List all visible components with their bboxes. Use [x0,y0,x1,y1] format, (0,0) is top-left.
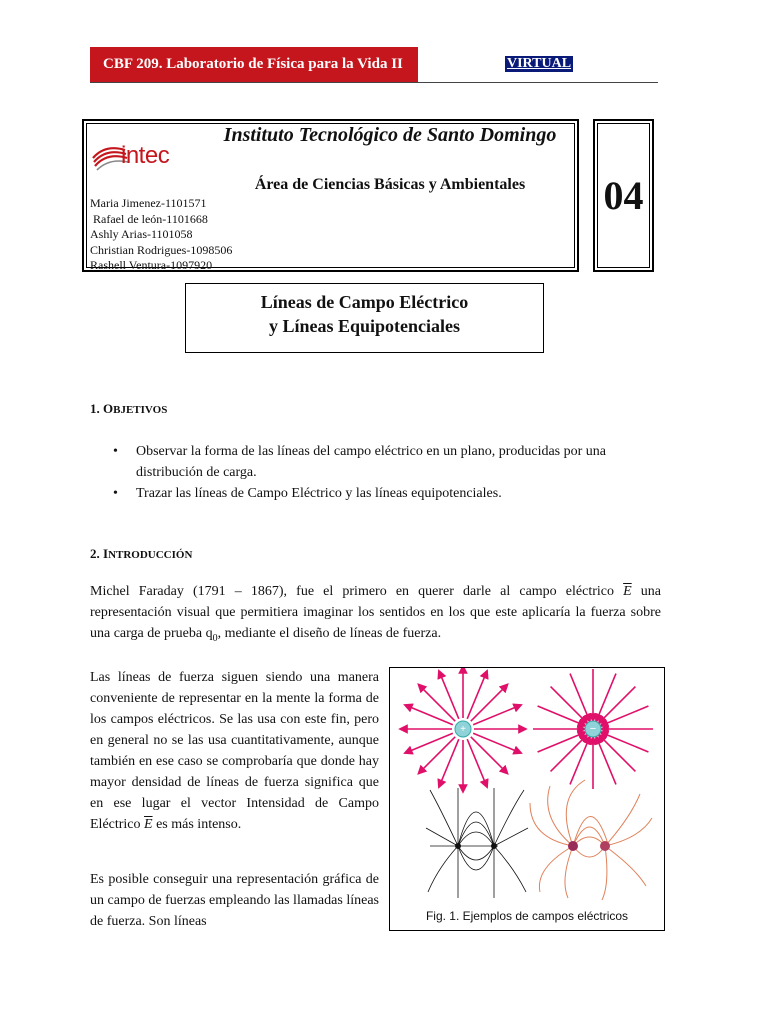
field-line [467,674,486,719]
field-line [601,687,636,722]
field-line [408,733,453,752]
charge-icon [600,841,610,851]
practice-number-box [593,119,654,272]
field-line [551,687,586,722]
member-name: Rafael de león-1101668 [90,211,208,226]
institution-area: Área de Ciencias Básicas y Ambientales [254,176,526,193]
field-line [421,687,456,722]
member-name: Maria Jimenez-1101571 [90,196,207,210]
field-line [473,706,518,725]
field-line [603,706,648,725]
vector-e-symbol: $\overline{E}$ [144,817,153,832]
title-line-2: y Líneas Equipotenciales [268,316,461,336]
field-line [603,733,648,752]
member-name: Ashly Arias-1101058 [90,227,193,241]
modality-badge: VIRTUAL [507,56,572,71]
svg-text:+: + [460,724,466,735]
field-line [597,739,616,784]
list-item: • Observar la forma de las líneas del campo eléctrico en un plano, producidas por una distribución de carga. [113,441,653,483]
field-line [471,687,506,722]
field-line [440,739,459,784]
team-members [90,196,232,274]
intro-paragraph-1: Michel Faraday (1791 – 1867), fue el primero en querer darle al campo eléctrico $\overline{E}$ una representación visual que permitiera imaginar los sentidos en los que este aplicaría la fuerza sobre una carga de prueba $q_0$, mediante el diseño de líneas de fuerza. [90,584,662,644]
figure-electric-fields [389,667,665,931]
field-line [538,706,583,725]
bullet-icon: • [113,486,118,501]
vector-e-symbol: $\overline{E}$ [623,584,632,599]
field-line [538,733,583,752]
field-line [473,733,518,752]
dipole-field-lines [426,788,528,898]
field-line [597,674,616,719]
title-line-1: Líneas de Campo Eléctrico [260,292,469,312]
dipole-charge-icon [491,843,497,849]
course-banner: CBF 209. Laboratorio de Física para la Vida II [90,47,418,82]
field-line [471,737,506,772]
intro-paragraph-3: Es posible conseguir una representación gráfica de un campo de fuerzas empleando las llamadas líneas de fuerza. Son líneas [90,872,379,929]
header-divider [90,82,658,83]
logo-text: intec [121,142,170,169]
list-item: • Trazar las líneas de Campo Eléctrico y las líneas equipotenciales. [113,483,653,504]
field-line [408,706,453,725]
document-title [185,283,544,353]
field-diagrams [390,668,664,900]
field-line [551,737,586,772]
bullet-icon: • [113,444,118,459]
field-line [440,674,459,719]
charge-icon [568,841,578,851]
intro-paragraph-2: Las líneas de fuerza siguen siendo una manera conveniente de representar en la mente la forma de los campos eléctricos. Se las usa con este fin, pero en general no se las usa cuantitativamente, aunque también en ese caso se comprobaría que donde hay mayor densidad de líneas de fuerza significa que en ese lugar el vector Intensidad de Campo Eléctrico $\overline{E}$ es más intenso. [90,670,379,832]
institution-name: Instituto Tecnológico de Santo Domingo [223,124,557,146]
field-line [570,739,589,784]
intec-logo [91,138,191,178]
field-line [421,737,456,772]
field-line [467,739,486,784]
svg-text:−: − [589,723,597,735]
member-name: Christian Rodrigues-1098506 [90,242,233,257]
objectives-list [113,441,653,504]
section-heading-introduccion: 2. INTRODUCCIÓN [90,546,193,561]
dipole-charge-icon [455,843,461,849]
field-line [570,674,589,719]
practice-number: 04 [597,123,650,268]
charge-pair-field-lines [530,780,652,900]
field-line [601,737,636,772]
figure-caption: Fig. 1. Ejemplos de campos eléctricos [425,909,629,923]
member-name: Rashell Ventura-1097920 [90,258,213,272]
section-heading-objetivos: 1. OBJETIVOS [90,401,168,416]
